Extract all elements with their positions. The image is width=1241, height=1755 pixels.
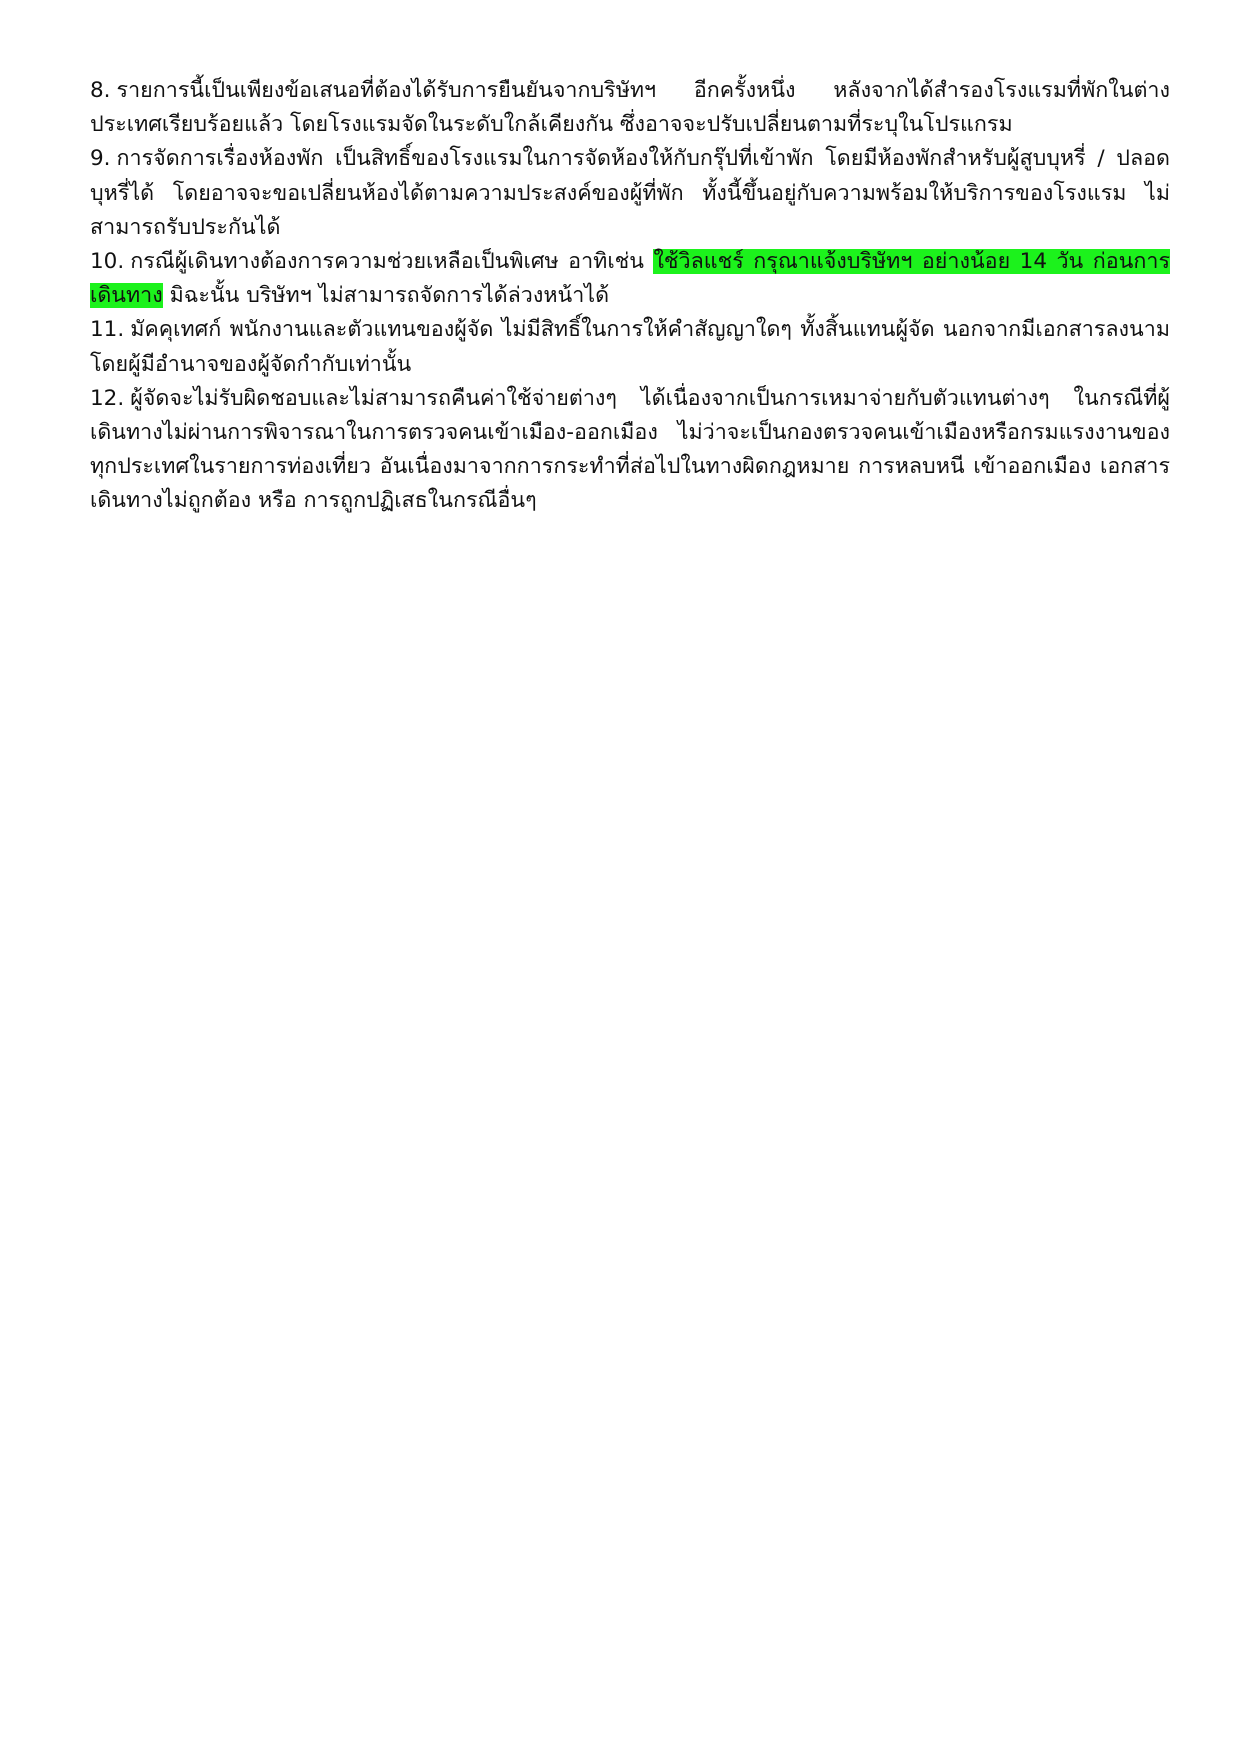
item-text-before: กรณีผู้เดินทางต้องการความช่วยเหลือเป็นพิเศษ อาทิเช่น <box>130 249 654 275</box>
item-text: การจัดการเรื่องห้องพัก เป็นสิทธิ์ของโรงแรมในการจัดห้องให้กับกรุ๊ปที่เข้าพัก โดยมีห้องพักสำหรับผู้สูบบุหรี่ / ปลอดบุหรี่ได้ โดยอาจจะขอเปลี่ยนห้องได้ตามความประสงค์ของผู้ที่พัก ทั้งนี้ขึ้นอยู่กับความพร้อมให้บริการของโรงแรม ไม่สามารถรับประกันได้ <box>90 146 1170 240</box>
item-number: 9. <box>90 146 111 172</box>
item-number: 11. <box>90 317 125 343</box>
document-page <box>90 74 1170 519</box>
item-text: ผู้จัดจะไม่รับผิดชอบและไม่สามารถคืนค่าใช้จ่ายต่างๆ ได้เนื่องจากเป็นการเหมาจ่ายกับตัวแทนต่างๆ ในกรณีที่ผู้เดินทางไม่ผ่านการพิจารณาในการตรวจคนเข้าเมือง-ออกเมือง ไม่ว่าจะเป็นกองตรวจคนเข้าเมืองหรือกรมแรงงานของทุกประเทศในรายการท่องเที่ยว อันเนื่องมาจากการกระทำที่ส่อไปในทางผิดกฎหมาย การหลบหนี เข้าออกเมือง เอกสารเดินทางไม่ถูกต้อง หรือ การถูกปฏิเสธในกรณีอื่นๆ <box>90 385 1170 514</box>
condition-item-11 <box>90 313 1170 381</box>
item-text-after: มิฉะนั้น บริษัทฯ ไม่สามารถจัดการได้ล่วงหน้าได้ <box>162 283 610 309</box>
condition-item-10 <box>90 245 1170 313</box>
condition-item-9 <box>90 142 1170 245</box>
condition-item-8 <box>90 74 1170 142</box>
item-text: รายการนี้เป็นเพียงข้อเสนอที่ต้องได้รับการยืนยันจากบริษัทฯ อีกครั้งหนึ่ง หลังจากได้สำรองโรงแรมที่พักในต่างประเทศเรียบร้อยแล้ว โดยโรงแรมจัดในระดับใกล้เคียงกัน ซึ่งอาจจะปรับเปลี่ยนตามที่ระบุในโปรแกรม <box>90 78 1170 138</box>
highlighted-text: ใช้วิลแชร์ กรุณาแจ้งบริษัทฯ อย่างน้อย 14 วัน ก่อนการเดินทาง <box>90 249 1170 309</box>
condition-item-12 <box>90 382 1170 519</box>
item-text: มัคคุเทศก์ พนักงานและตัวแทนของผู้จัด ไม่มีสิทธิ์ในการให้คำสัญญาใดๆ ทั้งสิ้นแทนผู้จัด นอกจากมีเอกสารลงนามโดยผู้มีอำนาจของผู้จัดกำกับเท่านั้น <box>90 317 1170 377</box>
item-number: 10. <box>90 249 125 275</box>
item-number: 8. <box>90 78 111 103</box>
item-number: 12. <box>90 385 125 411</box>
